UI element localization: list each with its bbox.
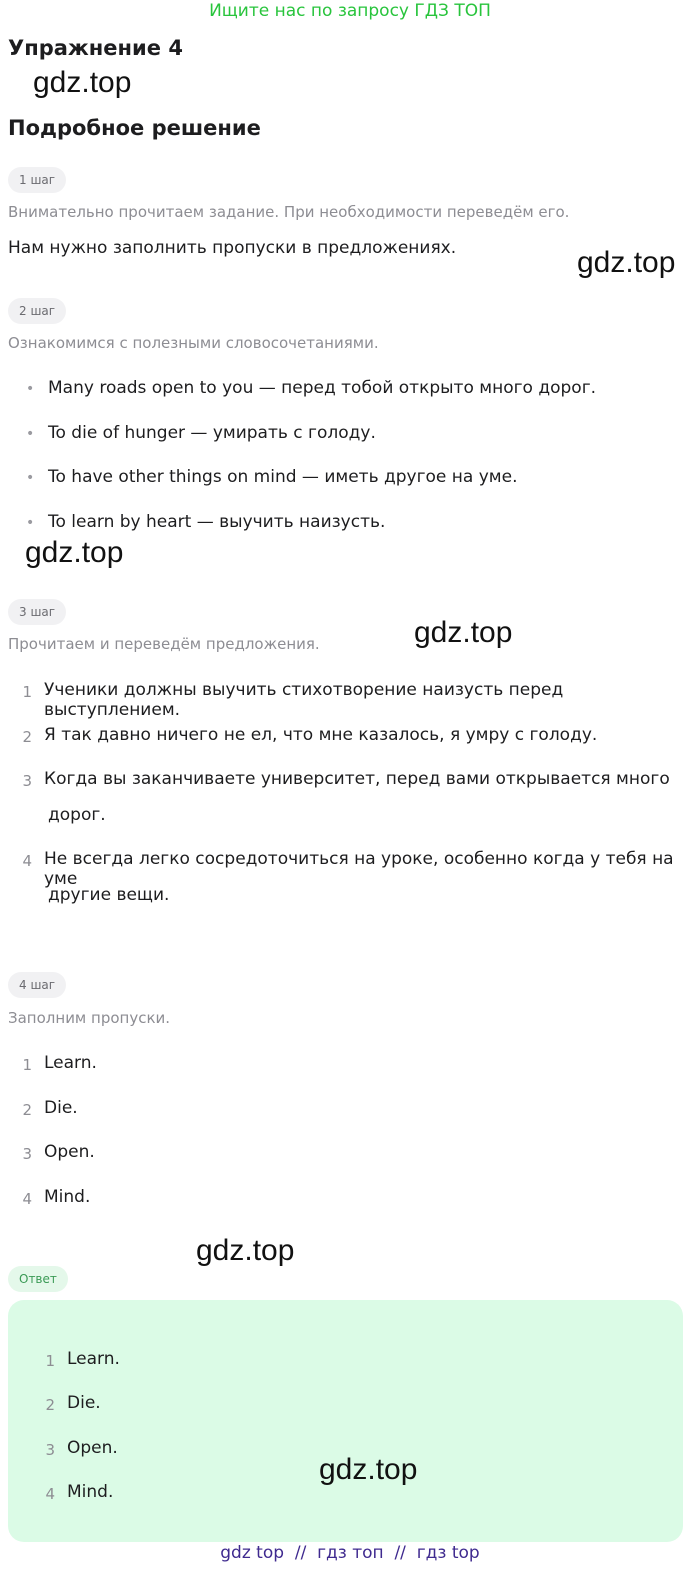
- watermark: gdz.top: [33, 66, 132, 99]
- answer-badge: Ответ: [8, 1266, 68, 1292]
- list-number: 4: [22, 1190, 32, 1208]
- answer-word: Open.: [44, 1142, 95, 1162]
- phrase-item: To die of hunger — умирать с голоду.: [48, 423, 376, 443]
- list-number: 2: [22, 728, 32, 746]
- step-2-hint: Ознакомимся с полезными словосочетаниями.: [8, 334, 379, 352]
- step-4-badge: 4 шаг: [8, 972, 66, 998]
- answer-word: Die.: [67, 1393, 101, 1413]
- bullet-marker: •: [26, 515, 35, 531]
- step-1-hint: Внимательно прочитаем задание. При необходимости переведём его.: [8, 203, 570, 221]
- step-3-badge: 3 шаг: [8, 599, 66, 625]
- watermark: gdz.top: [414, 616, 513, 649]
- top-banner-link[interactable]: Ищите нас по запросу ГДЗ ТОП: [209, 1, 491, 21]
- answer-word: Mind.: [67, 1482, 114, 1502]
- step-2-badge: 2 шаг: [8, 298, 66, 324]
- list-number: 3: [22, 772, 32, 790]
- step-4-hint: Заполним пропуски.: [8, 1009, 171, 1027]
- answer-word: Learn.: [44, 1053, 97, 1073]
- list-number: 1: [22, 1056, 32, 1074]
- list-number: 1: [22, 683, 32, 701]
- step-1-badge: 1 шаг: [8, 167, 66, 193]
- sentence-text-continued: дорог.: [48, 805, 106, 825]
- sentence-text: Я так давно ничего не ел, что мне казалось, я умру с голоду.: [44, 725, 598, 745]
- footer-links[interactable]: gdz top // гдз топ // гдз top: [220, 1543, 480, 1563]
- list-number: 3: [45, 1441, 55, 1459]
- answer-word: Learn.: [67, 1349, 120, 1369]
- bullet-marker: •: [26, 470, 35, 486]
- bullet-marker: •: [26, 426, 35, 442]
- watermark: gdz.top: [196, 1234, 295, 1267]
- section-title: Подробное решение: [8, 116, 261, 140]
- step-3-hint: Прочитаем и переведём предложения.: [8, 635, 320, 653]
- bullet-marker: •: [26, 381, 35, 397]
- phrase-item: To learn by heart — выучить наизусть.: [48, 512, 386, 532]
- sentence-text: Когда вы заканчиваете университет, перед вами открывается много: [44, 769, 670, 789]
- answer-word: Mind.: [44, 1187, 91, 1207]
- step-1-text: Нам нужно заполнить пропуски в предложениях.: [8, 238, 457, 258]
- phrase-item: To have other things on mind — иметь другое на уме.: [48, 467, 518, 487]
- list-number: 2: [45, 1396, 55, 1414]
- sentence-text: Ученики должны выучить стихотворение наизусть перед выступлением.: [44, 680, 564, 720]
- list-number: 4: [22, 852, 32, 870]
- sentence-text-continued: другие вещи.: [48, 885, 170, 905]
- watermark: gdz.top: [577, 246, 676, 279]
- list-number: 2: [22, 1101, 32, 1119]
- page-title: Упражнение 4: [8, 36, 183, 60]
- watermark: gdz.top: [25, 536, 124, 569]
- list-number: 1: [45, 1352, 55, 1370]
- phrase-item: Many roads open to you — перед тобой открыто много дорог.: [48, 378, 597, 398]
- list-number: 4: [45, 1485, 55, 1503]
- answer-word: Die.: [44, 1098, 78, 1118]
- list-number: 3: [22, 1145, 32, 1163]
- sentence-text: Не всегда легко сосредоточиться на уроке, особенно когда у тебя на уме: [44, 849, 674, 889]
- answer-word: Open.: [67, 1438, 118, 1458]
- watermark: gdz.top: [319, 1453, 418, 1486]
- answer-box: [8, 1300, 683, 1542]
